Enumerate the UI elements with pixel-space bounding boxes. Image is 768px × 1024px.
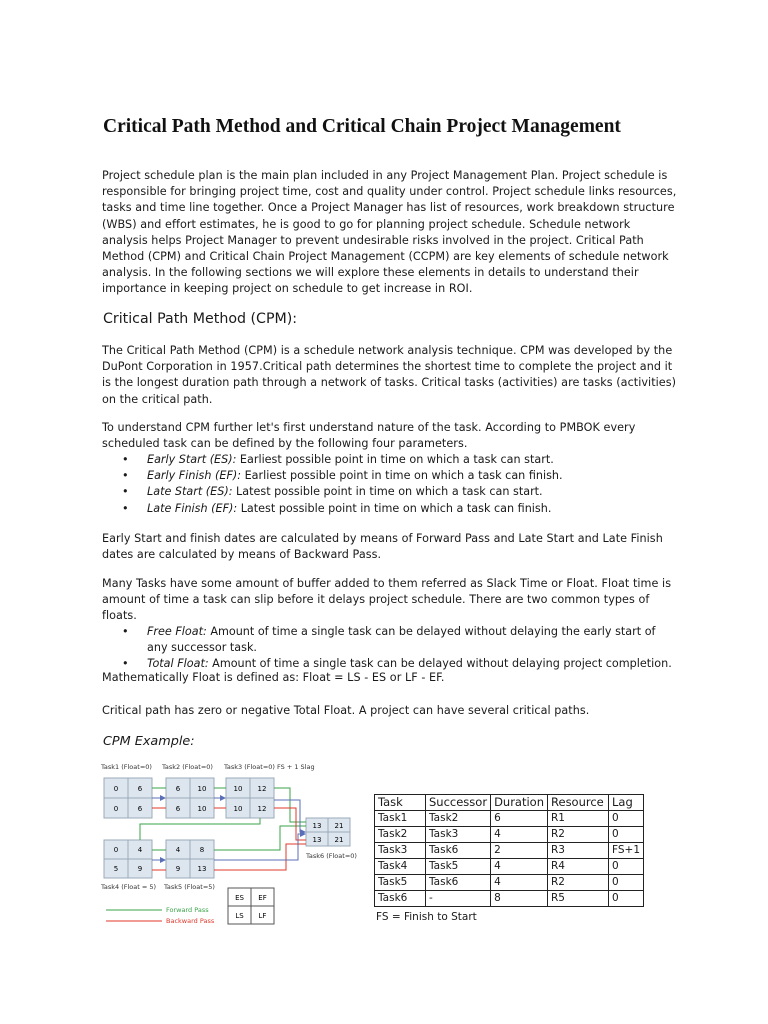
float-line: Many Tasks have some amount of buffer added to them referred as Slack Time or Float. Float time is [102, 577, 672, 590]
table-header-row [375, 795, 644, 811]
intro-line: Project schedule plan is the main plan included in any Project Management Plan. Project schedule is [102, 169, 668, 182]
cpm-definition-paragraph [102, 343, 692, 408]
table-cell: Task4 [375, 859, 426, 875]
list-item: • Early Start (ES): Earliest possible point in time on which a task can start. [122, 453, 554, 466]
svg-text:8: 8 [199, 846, 205, 854]
table-cell: - [426, 891, 491, 907]
backward-pass-label: Backward Pass [166, 917, 215, 925]
table-cell: Task5 [426, 859, 491, 875]
list-item: • Early Finish (EF): Earliest possible point in time on which a task can finish. [122, 469, 563, 483]
critical-path-statement: Critical path has zero or negative Total Float. A project can have several critical paths. [102, 704, 590, 717]
parameters-list [102, 452, 702, 517]
svg-text:0: 0 [113, 846, 119, 854]
svg-text:10: 10 [197, 805, 207, 813]
table-cell: 0 [609, 891, 644, 907]
legend-node [228, 888, 274, 924]
svg-text:6: 6 [175, 805, 181, 813]
float-paragraph [102, 576, 692, 625]
example-heading: CPM Example: [103, 734, 195, 749]
table-cell: 0 [609, 859, 644, 875]
table-cell: R4 [548, 859, 609, 875]
table-footnote: FS = Finish to Start [376, 911, 477, 923]
list-item: • Total Float: Amount of time a single task can be delayed without delaying project completion. [122, 657, 672, 671]
column-header: Task [375, 795, 426, 811]
pass-line: Early Start and finish dates are calculated by means of Forward Pass and Late Start and Late Finish [102, 532, 663, 545]
column-header: Resource [548, 795, 609, 811]
list-item: • Late Start (ES): Latest possible point in time on which a task can start. [122, 485, 543, 499]
table-cell: R3 [548, 843, 609, 859]
svg-text:13: 13 [312, 822, 322, 830]
fs-lag-label: FS + 1 Slag [277, 763, 315, 771]
float-formula: Mathematically Float is defined as: Float = LS - ES or LF - EF. [102, 671, 445, 684]
task1-node [104, 778, 152, 818]
table-cell: 8 [491, 891, 548, 907]
task3-node [226, 778, 274, 818]
column-header: Lag [609, 795, 644, 811]
page-title: Critical Path Method and Critical Chain Project Management [103, 116, 621, 137]
intro-line: (WBS) and effort estimates, he is good to go for planning project schedule. Schedule network [102, 217, 631, 231]
svg-text:LF: LF [258, 912, 267, 920]
table-cell: 0 [609, 811, 644, 827]
table-cell: R2 [548, 827, 609, 843]
svg-text:21: 21 [334, 836, 344, 844]
table-cell: R2 [548, 875, 609, 891]
svg-text:4: 4 [137, 846, 143, 854]
task1-label: Task1 (Float=0) [101, 763, 152, 771]
table-cell: 0 [609, 875, 644, 891]
intro-line: tasks and time line together. Once a Project Manager has list of resources, work breakdown structure [102, 201, 675, 215]
task6-label: Task6 (Float=0) [306, 852, 357, 860]
svg-text:LS: LS [235, 912, 244, 920]
intro-line: importance in keeping project on schedule to get increase in ROI. [102, 282, 473, 296]
cpm-definition-line: is the longest duration path through a network of tasks. Critical tasks (activities) are tasks (activities) [102, 376, 677, 390]
cpm-definition-line: DuPont Corporation in 1957.Critical path determines the shortest time to complete the project and it [102, 360, 673, 374]
table-cell: Task2 [375, 827, 426, 843]
task4-label: Task4 (Float = 5) [101, 883, 157, 891]
svg-text:12: 12 [257, 785, 267, 793]
table-cell: Task3 [375, 843, 426, 859]
float-line: amount of time a task can slip before it delays project schedule. There are two common types of [102, 593, 650, 607]
intro-line: analysis. In the following sections we will explore these elements in details to understand their [102, 266, 639, 280]
cpm-parameters-intro [102, 420, 692, 452]
column-header: Duration [491, 795, 548, 811]
task5-label: Task5 (Float=5) [164, 883, 215, 891]
cpm-definition-line: on the critical path. [102, 392, 213, 406]
svg-text:5: 5 [113, 865, 119, 873]
svg-text:9: 9 [175, 865, 181, 873]
table-cell: 4 [491, 875, 548, 891]
list-item: • Late Finish (EF): Latest possible point in time on which a task can finish. [122, 501, 552, 515]
task4-node [104, 840, 152, 878]
svg-text:10: 10 [233, 785, 243, 793]
table-cell: R1 [548, 811, 609, 827]
svg-text:ES: ES [235, 894, 244, 902]
network-svg [100, 760, 364, 926]
table-cell: Task3 [426, 827, 491, 843]
pass-paragraph [102, 531, 692, 563]
table-cell: FS+1 [609, 843, 644, 859]
column-header: Successor [426, 795, 491, 811]
task2-node [166, 778, 214, 818]
task3-label: Task3 (Float=0) [224, 763, 275, 771]
intro-line: responsible for bringing project time, cost and quality under control. Project schedule links resources, [102, 185, 677, 199]
task5-node [166, 840, 214, 878]
intro-paragraph [102, 168, 692, 298]
svg-text:6: 6 [137, 805, 143, 813]
table-cell: 2 [491, 843, 548, 859]
table-cell: Task6 [426, 875, 491, 891]
svg-text:EF: EF [258, 894, 267, 902]
float-line: floats. [102, 609, 137, 623]
table-row [375, 859, 644, 875]
table-cell: 4 [491, 859, 548, 875]
svg-text:6: 6 [175, 785, 181, 793]
cpm-task-table [374, 794, 644, 907]
cpm-network-diagram [100, 760, 364, 926]
table-row [375, 875, 644, 891]
float-types-list [102, 624, 702, 673]
table-cell: Task6 [375, 891, 426, 907]
table-row [375, 843, 644, 859]
table-cell: 6 [491, 811, 548, 827]
table-row [375, 811, 644, 827]
forward-pass-label: Forward Pass [166, 906, 209, 914]
svg-text:0: 0 [113, 805, 119, 813]
table-row [375, 827, 644, 843]
forward-pass-lines [137, 788, 306, 850]
svg-text:12: 12 [257, 805, 267, 813]
table-cell: Task2 [426, 811, 491, 827]
svg-text:9: 9 [137, 865, 143, 873]
task2-label: Task2 (Float=0) [162, 763, 213, 771]
pass-line: dates are calculated by means of Backward Pass. [102, 548, 382, 562]
table-cell: 4 [491, 827, 548, 843]
table-cell: Task1 [375, 811, 426, 827]
svg-text:13: 13 [197, 865, 207, 873]
svg-text:10: 10 [197, 785, 207, 793]
task6-node [306, 818, 350, 846]
list-item: • Free Float: Amount of time a single task can be delayed without delaying the early start of any successor task. [122, 625, 656, 655]
cpm-definition-line: The Critical Path Method (CPM) is a schedule network analysis technique. CPM was developed by the [102, 344, 673, 357]
cpm-parameters-line: scheduled task can be defined by the following four parameters. [102, 437, 468, 451]
svg-text:0: 0 [113, 785, 119, 793]
svg-text:4: 4 [175, 846, 181, 854]
cpm-parameters-line: To understand CPM further let's first understand nature of the task. According to PMBOK every [102, 421, 636, 434]
intro-line: analysis helps Project Manager to prevent undesirable risks involved in the project. Critical Path [102, 233, 644, 247]
table-cell: R5 [548, 891, 609, 907]
table-cell: Task5 [375, 875, 426, 891]
intro-line: Method (CPM) and Critical Chain Project Management (CCPM) are key elements of schedule network [102, 250, 669, 264]
svg-text:21: 21 [334, 822, 344, 830]
table-cell: Task6 [426, 843, 491, 859]
table-cell: 0 [609, 827, 644, 843]
svg-text:10: 10 [233, 805, 243, 813]
svg-text:13: 13 [312, 836, 322, 844]
table-row [375, 891, 644, 907]
cpm-heading: Critical Path Method (CPM): [103, 311, 298, 327]
svg-text:6: 6 [137, 785, 143, 793]
